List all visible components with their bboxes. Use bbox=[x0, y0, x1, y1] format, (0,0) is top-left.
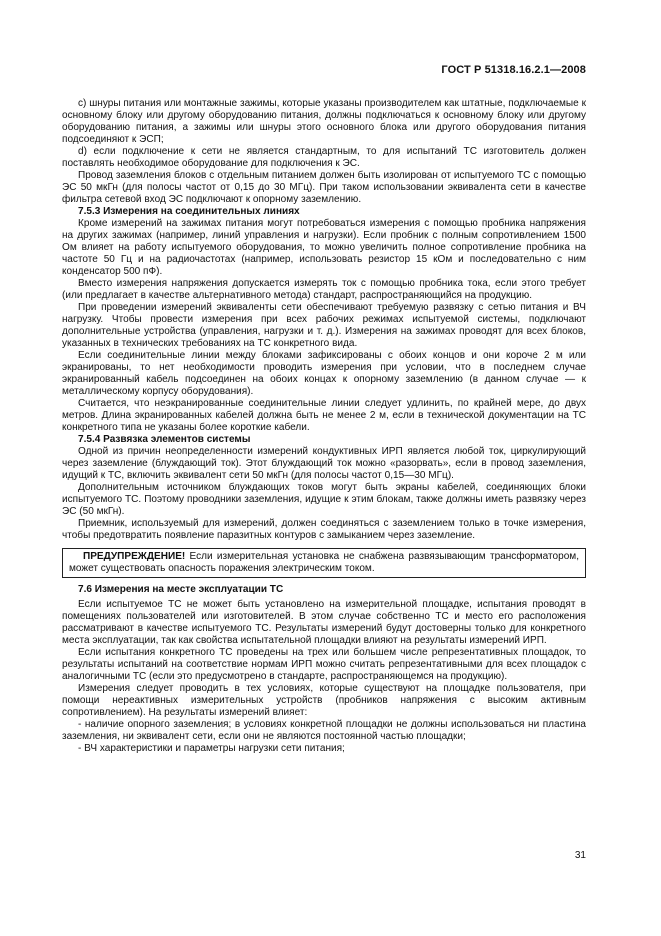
paragraph: Считается, что неэкранированные соединительные линии следует удлинить, по крайней мере, до двух метров. Длина экранированных кабелей должна быть не менее 2 м, если в технической документации на ТС конкретного типа не указаны более короткие кабели. bbox=[62, 398, 586, 433]
paragraph: c) шнуры питания или монтажные зажимы, которые указаны производителем как штатные, подключаемые к основному блоку или другому оборудованию питания, должны подключаться к основному блоку или другому оборудованию питания, а зажимы или шнуры этого основного блока или другого оборудования питания подсоединяют к ЭСП; bbox=[62, 98, 586, 145]
document-body bbox=[62, 98, 586, 755]
section-heading-7-5-3: 7.5.3 Измерения на соединительных линиях bbox=[78, 206, 300, 217]
paragraph: Провод заземления блоков с отдельным питанием должен быть изолирован от испытуемого ТС с помощью ЭС 50 мкГн (для полосы частот от 0,15 до 30 МГц). При таком использовании эквивалента сети в качестве фильтра сетевой вход ЭС подключают к опорному заземлению. bbox=[62, 170, 586, 205]
list-item: - наличие опорного заземления; в условиях конкретной площадки не должны использоваться ни пластина заземления, ни эквивалент сети, если они не являются постоянной частью площадки; bbox=[62, 719, 586, 742]
list-item: - ВЧ характеристики и параметры нагрузки сети питания; bbox=[78, 743, 345, 754]
document-header: ГОСТ Р 51318.16.2.1—2008 bbox=[441, 64, 586, 76]
paragraph: Вместо измерения напряжения допускается измерять ток с помощью пробника тока, если этого требует (или предлагает в качестве альтернативного метода) стандарт, распространяющийся на продукцию. bbox=[62, 278, 586, 301]
paragraph: Кроме измерений на зажимах питания могут потребоваться измерения с помощью пробника напряжения на других зажимах (например, линий управления и нагрузки). Если пробник с полным сопротивлением 1500 Ом влияет на работу испытуемого оборудования, то можно увеличить полное сопротивление пробника на частоте 50 Гц и на радиочастотах (например, использовать резистор 15 кОм и последовательно с ним конденсатор 500 пФ). bbox=[62, 218, 586, 277]
paragraph: Измерения следует проводить в тех условиях, которые существуют на площадке пользователя, при помощи нереактивных измерительных устройств (пробников напряжения с высоким активным сопротивлением). На результаты измерений влияет: bbox=[62, 683, 586, 718]
paragraph: Если испытуемое ТС не может быть установлено на измерительной площадке, испытания проводят в помещениях пользователей или изготовителей. В этом случае собственно ТС и место его расположения рассматривают в качестве испытуемого ТС. Результаты измерений будут достоверны только для конкретного места эксплуатации, так как свойства испытательной площадки влияют на результаты измерений ИРП. bbox=[62, 599, 586, 646]
paragraph: Приемник, используемый для измерений, должен соединяться с заземлением только в точке измерения, чтобы предотвратить появление паразитных контуров с замыканием через заземление. bbox=[62, 518, 586, 541]
paragraph: Если соединительные линии между блоками зафиксированы с обоих концов и они короче 2 м или экранированы, то нет необходимости проводить измерения при условии, что в последнем случае экранированный кабель подсоединен на обоих концах к опорному заземлению (в данном случае — к металлическому корпусу оборудования). bbox=[62, 350, 586, 397]
paragraph: При проведении измерений эквиваленты сети обеспечивают требуемую развязку с сетью питания и ВЧ нагрузку. Чтобы провести измерения при всех рабочих режимах испытуемой системы, подключают дополнительные устройства (управления, нагрузки и т. д.). Измерения на зажимах проводят для всех блоков, указанных в технических требованиях на ТС конкретного вида. bbox=[62, 302, 586, 349]
section-heading-7-6: 7.6 Измерения на месте эксплуатации ТС bbox=[78, 584, 284, 595]
warning-box bbox=[62, 548, 586, 578]
warning-text: Если измерительная установка не снабжена развязывающим трансформатором, может существовать опасность поражения электрическим током. bbox=[69, 551, 579, 574]
paragraph: Одной из причин неопределенности измерений кондуктивных ИРП является любой ток, циркулирующий через заземление (блуждающий ток). Этот блуждающий ток можно «разорвать», если в провод заземления, идущий к ТС, включить эквивалент сети 50 мкГн (для полосы частот 0,15—30 МГц). bbox=[62, 446, 586, 481]
paragraph: Дополнительным источником блуждающих токов могут быть экраны кабелей, соединяющих блоки испытуемого ТС. Поэтому проводники заземления, идущие к этим блокам, также должны иметь развязку через ЭС (50 мкГн). bbox=[62, 482, 586, 517]
section-heading-7-5-4: 7.5.4 Развязка элементов системы bbox=[78, 434, 251, 445]
warning-label: ПРЕДУПРЕЖДЕНИЕ! bbox=[83, 551, 186, 562]
page-number: 31 bbox=[574, 850, 586, 861]
paragraph: d) если подключение к сети не является стандартным, то для испытаний ТС изготовитель должен поставлять необходимое оборудование для подключения к ЭС. bbox=[62, 146, 586, 169]
paragraph: Если испытания конкретного ТС проведены на трех или большем числе репрезентативных площадок, то результаты испытаний на соответствие нормам ИРП можно считать репрезентативными для всех площадок с аналогичными ТС (если это предусмотрено в стандарте, распространяющемся на продукцию). bbox=[62, 647, 586, 682]
